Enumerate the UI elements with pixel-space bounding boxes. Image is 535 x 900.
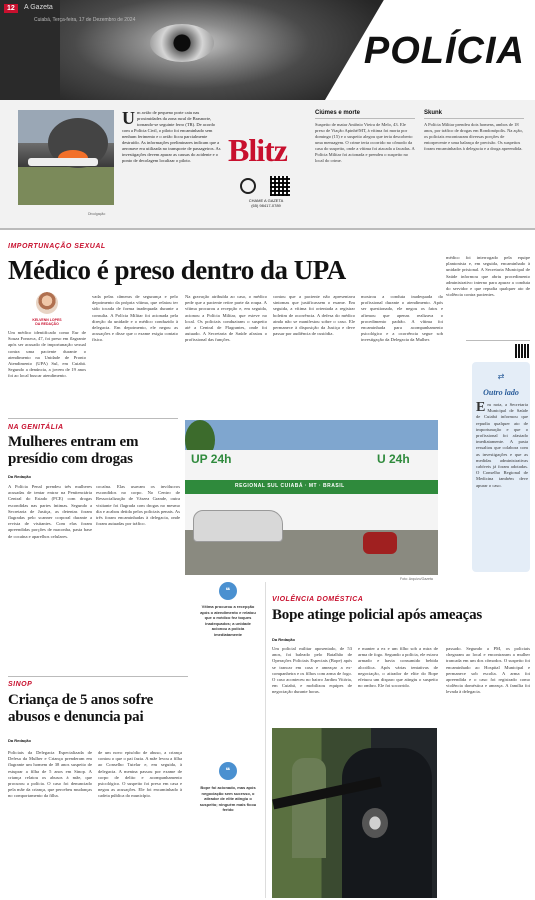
quote-icon: ❝ (219, 762, 237, 780)
divider (466, 340, 530, 341)
qr-code-icon (270, 176, 290, 196)
lead-kicker: IMPORTUNAÇÃO SEXUAL (8, 243, 106, 250)
bope-headline: Bope atinge policial após ameaças (272, 607, 483, 623)
divider (8, 418, 178, 419)
child-column-1: Policiais da Delegacia Especializada de Defesa da Mulher e Criança prenderam em flagrante um homem de 38 anos suspeito de estuprar a filha de 5 anos em Sinop. A criança relatou os abusos à mãe, que procurou a polícia. O caso foi denunciado pela mãe da criança, que percebeu mudanças no comportamento da filha. (8, 750, 92, 799)
newspaper-brand: A Gazeta (24, 4, 53, 11)
lead-column-2: vada pelas câmeras de segurança e pelo depoimento da própria vítima, que relatou ter sido tocada de forma inadequada durante a consulta. A Polícia Militar foi acionada pela direção da unidade e o médico conduzido à delegacia. Em depoimento, ele negou as acusações e disse que o exame exigia contato físico. (92, 294, 178, 343)
section-masthead (0, 0, 535, 100)
bope-officer-photo (272, 728, 437, 898)
blitz-contact (236, 198, 296, 208)
lead-column-6: médico foi interrogado pela equipe plantonista e, em seguida, encaminhado à unidade prisional. A Secretaria Municipal de Saúde informou que abriu procedimento administrativo interno para apurar a conduta do servidor e que repudia qualquer ato de violência contra pacientes. (446, 255, 530, 298)
child-kicker: SINOP (8, 681, 33, 688)
lead-column-3: Na gravação atribuída ao caso, o médico pede que a paciente retire parte da roupa. A vítima procurou a recepção e, em seguida, acionou a Polícia Militar, que esteve no local. Os policiais conduziram o suspeito até a Central de Flagrantes, onde foi autuado. A Secretaria de Saúde afastou o profissional das funções. (185, 294, 267, 343)
author-avatar (36, 292, 58, 314)
child-headline: Criança de 5 anos sofre abusos e denuncia pai (8, 692, 154, 725)
women-kicker: NA GENITÁLIA (8, 424, 64, 431)
lead-headline: Médico é preso dentro da UPA (8, 255, 346, 285)
megaphone-icon: ⇄ (497, 372, 505, 381)
bope-author: Da Redação (272, 637, 295, 642)
eye-illustration (150, 24, 214, 62)
women-column-1: A Polícia Penal prendeu três mulheres acusadas de tentar entrar na Penitenciária Central do Estado (PCE) com drogas escondidas nas partes íntimas. Segundo a Secretaria de Justiça, as detentas foram flagradas pelo scanner corporal durante a revista de visitantes. Com elas foram apreendidas porções de maconha, pasta base de cocaína e aparelhos celulares. (8, 484, 92, 539)
byline-role: DA REDAÇÃO (35, 322, 59, 326)
lead-column-4: contou que a paciente não apresentava sintomas que justificassem o exame. Em seguida, a vítima foi orientada a registrar boletim de ocorrência. A defesa do médico ainda não se manifestou sobre o caso. Ele permanece à disposição da Justiça e deve passar por audiência de custódia. (273, 294, 355, 337)
plane-shape (28, 158, 98, 166)
brief-title: Ciúmes e morte (315, 110, 415, 119)
dateline: Cuiabá, Terça-feira, 17 de Dezembro de 2024 (34, 17, 136, 23)
dropcap: U (122, 108, 135, 128)
section-title: POLÍCIA (363, 30, 525, 72)
women-headline: Mulheres entram em presídio com drogas (8, 434, 139, 467)
upa-sign-right: U 24h (377, 452, 410, 466)
lead-column-5: mostrou a conduta inadequada do profissional durante o atendimento. Após ser questionado, ele negou os fatos e afirmou que apenas realizava o procedimento padrão. A vítima foi encaminhada para acompanhamento psicológico e a ocorrência segue sob investigação da Delegacia da Mulher. (361, 294, 443, 343)
blitz-brief-skunk (424, 110, 524, 152)
page-number: 12 (4, 4, 18, 13)
car-shape (193, 510, 283, 542)
brief-title: Skunk (424, 110, 524, 119)
background-person-shape (292, 758, 326, 858)
qr-code-icon (515, 344, 529, 358)
blitz-brief-ciumes (315, 110, 415, 164)
photo-credit: Divulgação (88, 212, 106, 216)
upa-banner: REGIONAL SUL CUIABÁ · MT · BRASIL (235, 483, 345, 489)
blitz-logo: Blitz (228, 132, 287, 168)
child-author: Da Redação (8, 738, 31, 743)
upa-building-photo (185, 420, 438, 575)
child-column-2: de um novo episódio de abuso, a criança contou o que o pai fazia. A mãe levou a filha ao Conselho Tutelar e, em seguida, à delegacia. A menina passou por exame de corpo de delito e acompanhamento psicológico. O suspeito foi preso em casa e negou as acusações. Ele foi encaminhado à cadeia pública do município. (98, 750, 182, 799)
women-column-2: cocaína. Elas usavam os invólucros escondidos no corpo. No Centro de Ressocialização de Várzea Grande, outra visitante foi flagrada com drogas no mesmo dia e acabou detida pelos policiais penais. As três foram encaminhadas à delegacia, onde foram autuadas por tráfico. (96, 484, 180, 527)
dropcap: E (476, 402, 486, 415)
outro-lado-title: Outro lado (483, 388, 519, 397)
whatsapp-icon (240, 178, 256, 194)
divider (8, 676, 188, 677)
bope-column-1: Um policial militar aposentado, de 53 anos, foi baleado pelo Batalhão de Operações Policiais Especiais (Bope) após se trancar em casa e ameaçar a ex-companheira e os filhos com arma de fogo. O caso aconteceu no bairro Jardim Vitória, em Cuiabá, e mobilizou equipes de negociação durante horas. (272, 646, 352, 695)
contact-label: CHAME A GAZETA (248, 198, 284, 203)
bope-kicker: VIOLÊNCIA DOMÉSTICA (272, 596, 364, 603)
pull-quote-1: Vítima procurou a recepção após o atendimento e relatou que o médico fez toques inadequados; a unidade acionou a polícia imediatamente (200, 604, 256, 637)
blitz-intro-body: m avião de pequeno porte caiu nas proximidades da zona rural de Brasnorte, tornando-se seguinte ferro (TR). De acordo com a Polícia Civil, o piloto foi encaminhado sem nenhum ferimento e o avião ficou parcialmente destruído. As informações preliminares indicam que a aeronave era utilizada no transporte de passageiros. As investigações devem apurar as causas do acidente e o ponto de decolagem localizar o piloto. (122, 110, 221, 163)
plane-crash-photo (18, 110, 114, 205)
police-badge-icon (362, 808, 388, 838)
photo-credit: Foto: Arquivo/Gazeta (400, 577, 433, 581)
outro-lado-text (476, 402, 528, 568)
pull-quote-2: Bope foi acionado, mas após negociação sem sucesso, o atirador de elite atingiu o suspeito; ninguém mais ficou ferido (199, 785, 257, 813)
blitz-intro-text (122, 110, 222, 164)
brief-text: Suspeito de matar Antônio Vieira de Melo, 43. Ele preso de Viação Apinhé/MT, à vítima foi morta por domingo (15) e o suspeito alegou que teria descoberto uma mensagem. O crime teria ocorrido no cômodo da casa do suspeito, onde a vítima foi atacada a facadas. A Polícia Militar foi acionada e prendeu o suspeito no local do crime. (315, 122, 415, 163)
women-author: Da Redação (8, 474, 31, 479)
lead-column-1: Um médico identificado como Eur de Souza Fonseca, 47, foi preso em flagrante após ser acusado de importunação sexual contra uma paciente durante o atendimento na Unidade de Pronto Atendimento (UPA) Sul, em Cuiabá. Segundo a denúncia, a jovem de 19 anos foi ao local buscar atendimento. (8, 330, 86, 379)
quote-icon: ❝ (219, 582, 237, 600)
upa-sign-left: UP 24h (191, 452, 232, 466)
byline-name: KELVENN LOPES (32, 318, 62, 322)
bope-column-3: passado. Segundo a PM, os policiais chegaram ao local e encontraram a mulher trancada em um dos cômodos. O suspeito foi encaminhado ao Hospital Municipal e permanece sob escolta. A arma foi apreendida e o caso foi registrado como violência doméstica e ameaça. A família foi levada à delegacia. (446, 646, 530, 695)
motorcycle-shape (363, 532, 397, 554)
outro-lado-body: m nota, a Secretaria Municipal de Saúde de Cuiabá informou que repudia qualquer ato de importunação e que o profissional foi afastado imediatamente. A pasta ressaltou que colabora com as investigações e que as medidas administrativas cabíveis já foram adotadas. O Conselho Regional de Medicina também deve apurar o caso. (476, 402, 528, 488)
divider (265, 582, 266, 898)
contact-phone: (65) 98417-0789 (251, 203, 281, 208)
brief-text: A Polícia Militar prendeu dois homens, ambos de 18 anos, por tráfico de drogas em Rondonópolis. Na ação, os policiais encontraram diversas porções de entorpecente e uma balança de precisão. Os suspeitos foram encaminhados à delegacia e a droga apreendida. (424, 122, 523, 151)
bope-column-2: e manter a ex e um filho sob a mira de arma de fogo. Segundo a polícia, ele estava armado e havia consumido bebida alcoólica. Após várias tentativas de negociação, o atirador de elite do Bope efetuou um disparo que atingiu o suspeito no ombro. Ele foi socorrido. (358, 646, 438, 689)
byline (22, 318, 72, 326)
